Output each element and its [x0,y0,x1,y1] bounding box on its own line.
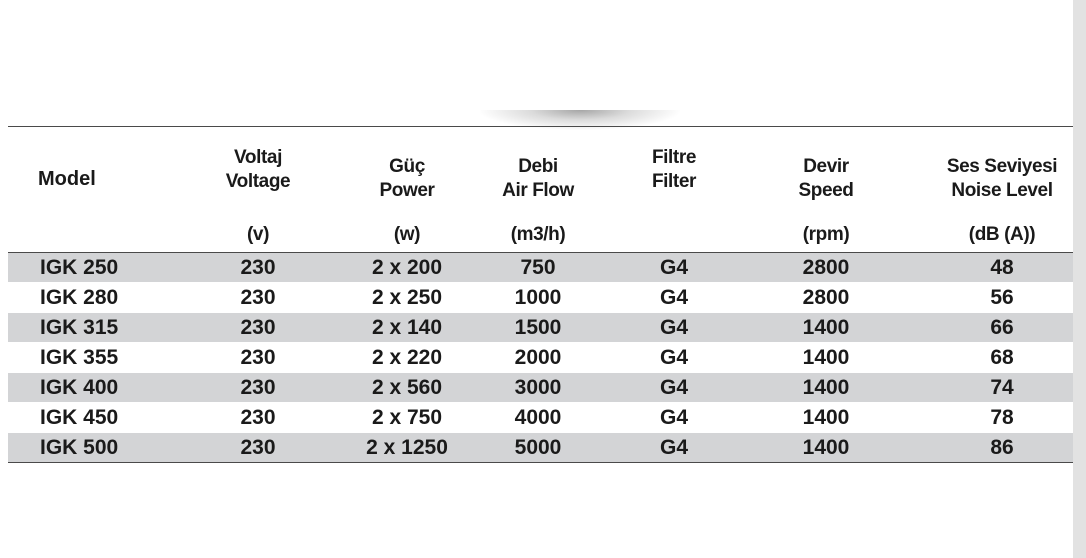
filter-cell: G4 [624,373,724,403]
voltage-cell: 230 [154,433,362,463]
voltage-header-en: Voltage [225,171,291,192]
speed-cell: 2800 [724,283,928,313]
product-spec-table [8,138,1076,463]
table-row [8,373,1076,403]
model-cell: IGK 280 [8,283,154,313]
airflow-header-tr: Debi [518,156,558,177]
noise-header-en: Noise Level [951,180,1053,201]
power-cell: 2 x 560 [362,373,452,403]
model-cell: IGK 355 [8,343,154,373]
voltage-cell: 230 [154,403,362,433]
noise-header [928,138,1076,220]
speed-cell: 1400 [724,343,928,373]
noise-cell: 48 [928,253,1076,283]
model-cell: IGK 315 [8,313,154,343]
model-cell: IGK 250 [8,253,154,283]
model-cell: IGK 500 [8,433,154,463]
power-header-en: Power [379,180,435,201]
power-cell: 2 x 250 [362,283,452,313]
power-cell: 2 x 140 [362,313,452,343]
table-row [8,253,1076,283]
airflow-cell: 3000 [452,373,624,403]
voltage-cell: 230 [154,283,362,313]
model-header: Model [38,168,96,190]
voltage-unit: (v) [246,224,270,245]
power-header-tr: Güç [389,156,425,177]
filter-cell: G4 [624,343,724,373]
filter-cell: G4 [624,283,724,313]
power-cell: 2 x 220 [362,343,452,373]
noise-unit: (dB (A)) [968,224,1036,245]
power-cell: 2 x 1250 [362,433,452,463]
table-row [8,313,1076,343]
speed-unit: (rpm) [802,224,850,245]
filter-cell: G4 [624,433,724,463]
airflow-header [452,138,624,220]
speed-cell: 1400 [724,313,928,343]
filter-header [624,138,724,220]
filter-cell: G4 [624,313,724,343]
noise-cell: 66 [928,313,1076,343]
filter-unit [624,220,724,253]
noise-cell: 56 [928,283,1076,313]
noise-cell: 74 [928,373,1076,403]
airflow-cell: 4000 [452,403,624,433]
noise-cell: 68 [928,343,1076,373]
voltage-header-tr: Voltaj [234,147,282,168]
airflow-cell: 1000 [452,283,624,313]
table-row [8,283,1076,313]
power-cell: 2 x 750 [362,403,452,433]
power-header [362,138,452,220]
table-row [8,433,1076,463]
filter-header-en: Filter [651,171,697,192]
speed-cell: 1400 [724,433,928,463]
speed-cell: 2800 [724,253,928,283]
header-row [8,138,1076,220]
airflow-cell: 1500 [452,313,624,343]
unit-row [8,220,1076,253]
model-cell: IGK 450 [8,403,154,433]
speed-cell: 1400 [724,373,928,403]
noise-cell: 78 [928,403,1076,433]
voltage-cell: 230 [154,343,362,373]
model-cell: IGK 400 [8,373,154,403]
power-unit: (w) [393,224,421,245]
speed-header-tr: Devir [803,156,849,177]
speed-cell: 1400 [724,403,928,433]
vertical-scrollbar[interactable] [1073,0,1086,558]
voltage-header [154,138,362,220]
voltage-cell: 230 [154,313,362,343]
table-row [8,343,1076,373]
header-gloss-decoration [480,110,680,130]
filter-header-tr: Filtre [651,147,697,168]
table-row [8,403,1076,433]
voltage-cell: 230 [154,373,362,403]
speed-header-en: Speed [798,180,854,201]
power-cell: 2 x 200 [362,253,452,283]
noise-cell: 86 [928,433,1076,463]
speed-header [724,138,928,220]
airflow-cell: 5000 [452,433,624,463]
model-unit [8,220,154,253]
table-top-rule [8,126,1076,127]
filter-cell: G4 [624,403,724,433]
voltage-cell: 230 [154,253,362,283]
filter-cell: G4 [624,253,724,283]
airflow-cell: 750 [452,253,624,283]
airflow-unit: (m3/h) [510,224,566,245]
airflow-header-en: Air Flow [502,180,574,201]
noise-header-tr: Ses Seviyesi [946,156,1058,177]
airflow-cell: 2000 [452,343,624,373]
